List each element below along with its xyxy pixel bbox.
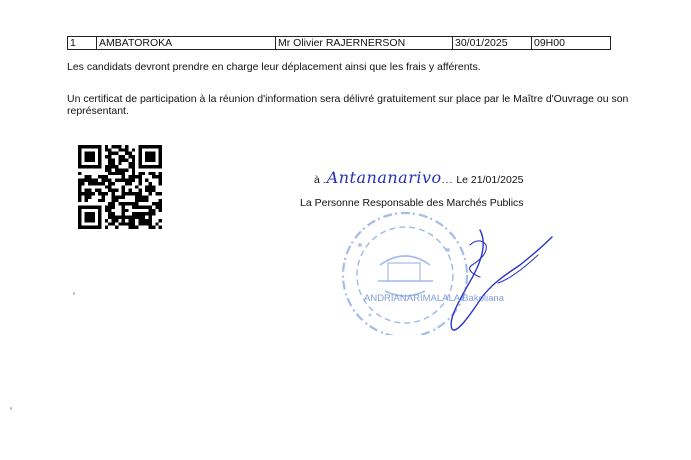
row-date: 30/01/2025 (453, 37, 532, 50)
scan-speck (10, 407, 12, 410)
signature-place-date (314, 168, 523, 190)
dotted-leader: ... (441, 174, 454, 186)
row-location: AMBATOROKA (97, 37, 276, 50)
travel-costs-paragraph: Les candidats devront prendre en charge leur déplacement ainsi que les frais y afférents. (67, 61, 481, 73)
signature-date: Le 21/01/2025 (456, 174, 524, 186)
signatory-role: La Personne Responsable des Marchés Publics (300, 197, 524, 209)
row-number: 1 (68, 37, 97, 50)
stamp-signatory-name: ANDRIANARIMALALA Bakoliana (364, 293, 504, 304)
certificate-paragraph: Un certificat de participation à la réunion d'information sera délivré gratuitement sur place par le Maître d'Ouvrage ou son représentant. (67, 93, 629, 117)
place-prefix: à (314, 174, 320, 186)
handwritten-place: Antananarivo (326, 168, 442, 187)
official-stamp-and-signature (330, 205, 560, 335)
row-time: 09H00 (532, 37, 611, 50)
dotted-leader: . (322, 174, 327, 186)
row-person: Mr Olivier RAJERNERSON (276, 37, 453, 50)
meeting-schedule-table (67, 36, 611, 50)
qr-code-icon (78, 145, 162, 229)
scan-speck (73, 292, 75, 295)
table-row (68, 37, 611, 50)
